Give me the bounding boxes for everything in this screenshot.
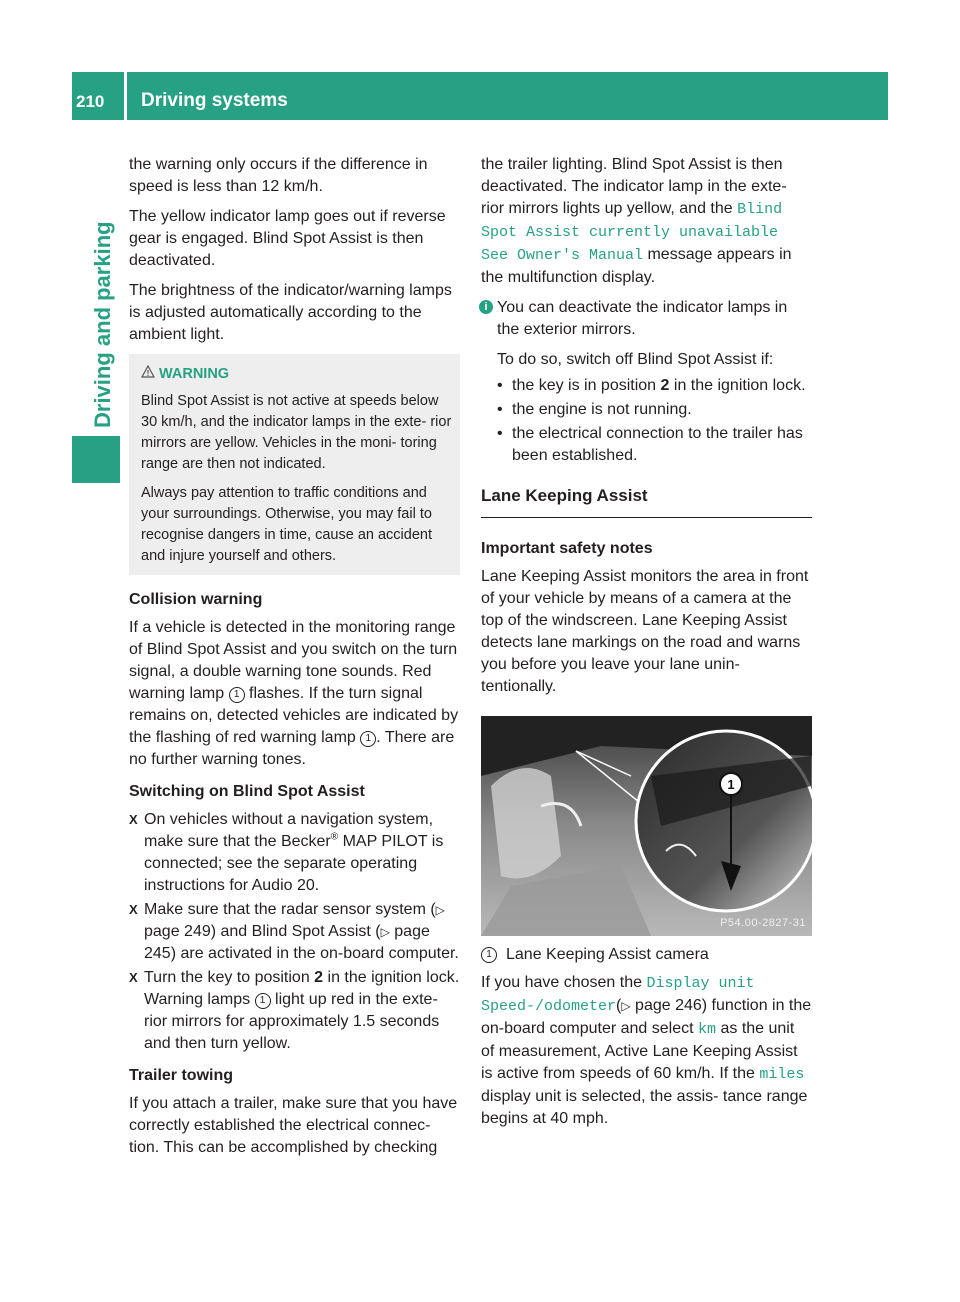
warning-title	[141, 364, 452, 385]
info-note: i You can deactivate the indicator lamps in the exterior mirrors. To do so, switch off Blind Spot Assist if: • the key is in position 2 in the ignition lock. • the engine is not running. • the electrical connection to the trailer has been established.	[481, 297, 812, 467]
left-column	[129, 154, 460, 1167]
display-option: Display unit Speed-/odometer	[481, 975, 755, 1015]
section-title: Driving systems	[141, 90, 288, 111]
safety-paragraph: Lane Keeping Assist monitors the area in front of your vehicle by means of a camera at the top of the windscreen. Lane Keeping Assist detects lane markings on the road and warns you before you leave your lane unin- tentionally.	[481, 568, 809, 695]
warning-title-text: WARNING	[159, 366, 230, 382]
display-option: miles	[759, 1066, 805, 1083]
step-arrow-icon: X	[129, 902, 138, 917]
trailer-heading: Trailer towing	[129, 1067, 234, 1084]
side-tab-label: Driving and parking	[90, 221, 115, 428]
instruction-step: X Make sure that the radar sensor system (▷ page 249) and Blind Spot Assist (▷ page 245) are activated in the on-board computer.	[129, 901, 459, 962]
info-icon: i	[479, 300, 493, 314]
step-arrow-icon: X	[129, 812, 138, 827]
camera-illustration	[481, 716, 812, 936]
page-number: 210	[76, 92, 105, 111]
figure-caption: 1 Lane Keeping Assist camera	[481, 944, 812, 966]
list-item: • the electrical connection to the trailer has been established.	[497, 425, 803, 464]
paragraph: the trailer lighting. Blind Spot Assist is then deactivated. The indicator lamp in the exte- rior mirrors lights up yellow, and the Blind Spot Assist currently unavailable See Owner's Manual message appears in the multifunction display.	[481, 156, 792, 286]
lane-keeping-heading: Lane Keeping Assist	[481, 485, 812, 518]
trailer-paragraph: If you attach a trailer, make sure that you have correctly established the electrical connec- tion. This can be accomplished by checking	[129, 1095, 458, 1156]
side-tab-block	[72, 436, 120, 483]
page-reference-arrow-icon[interactable]: ▷	[621, 999, 631, 1013]
page-reference-arrow-icon[interactable]: ▷	[435, 903, 445, 917]
lane-keeping-camera-figure	[481, 716, 812, 936]
warning-triangle-icon	[141, 364, 159, 385]
instruction-step: X On vehicles without a navigation system, make sure that the Becker® MAP PILOT is connected; see the separate operating instructions for Audio 20.	[129, 811, 444, 894]
display-option: km	[698, 1021, 717, 1038]
list-item: • the engine is not running.	[497, 401, 692, 418]
paragraph: The brightness of the indicator/warning lamps is adjusted automatically according to the ambient light.	[129, 282, 452, 343]
callout-1-icon: 1	[360, 731, 376, 747]
paragraph: the warning only occurs if the difference in speed is less than 12 km/h.	[129, 156, 428, 195]
figure-code: P54.00-2827-31	[720, 917, 806, 929]
warning-box	[129, 354, 460, 575]
paragraph: If you have chosen the Display unit Speed-/odometer(▷ page 246) function in the on-board computer and select km as the unit of measurement, Active Lane Keeping Assist is active from speeds of 60 km/h. If the miles display unit is selected, the assis- tance range begins at 40 mph.	[481, 974, 812, 1127]
callout-1-icon: 1	[481, 947, 497, 963]
paragraph: The yellow indicator lamp goes out if reverse gear is engaged. Blind Spot Assist is then deactivated.	[129, 208, 446, 269]
list-item: • the key is in position 2 in the ignition lock.	[497, 377, 806, 394]
header-divider	[124, 72, 127, 120]
page-reference-arrow-icon[interactable]: ▷	[380, 925, 390, 939]
figure-callout-label: 1	[727, 777, 735, 792]
callout-1-icon: 1	[229, 687, 245, 703]
right-column	[481, 154, 812, 1138]
switching-heading: Switching on Blind Spot Assist	[129, 783, 365, 800]
collision-heading: Collision warning	[129, 591, 263, 608]
warning-text: Blind Spot Assist is not active at speeds below 30 km/h, and the indicator lamps in the exte- rior mirrors are yellow. Vehicles in the moni- toring range are then not indicated.	[141, 393, 452, 472]
safety-heading: Important safety notes	[481, 540, 653, 557]
display-message: Blind Spot Assist currently unavailable See Owner's Manual	[481, 201, 783, 264]
step-arrow-icon: X	[129, 970, 138, 985]
instruction-step: X Turn the key to position 2 in the ignition lock. Warning lamps 1 light up red in the exte- rior mirrors for approximately 1.5 seconds and then turn yellow.	[129, 969, 460, 1052]
warning-text: Always pay attention to traffic conditions and your surroundings. Otherwise, you may fail to recognise dangers in time, cause an accident and injure yourself and others.	[141, 485, 432, 564]
callout-1-icon: 1	[255, 993, 271, 1009]
collision-paragraph: If a vehicle is detected in the monitoring range of Blind Spot Assist and you switch on the turn signal, a double warning tone sounds. Red warning lamp 1 flashes. If the turn signal remains on, detected vehicles are indicated by the flashing of red warning lamp 1 . There are no further warning tones.	[129, 619, 459, 768]
